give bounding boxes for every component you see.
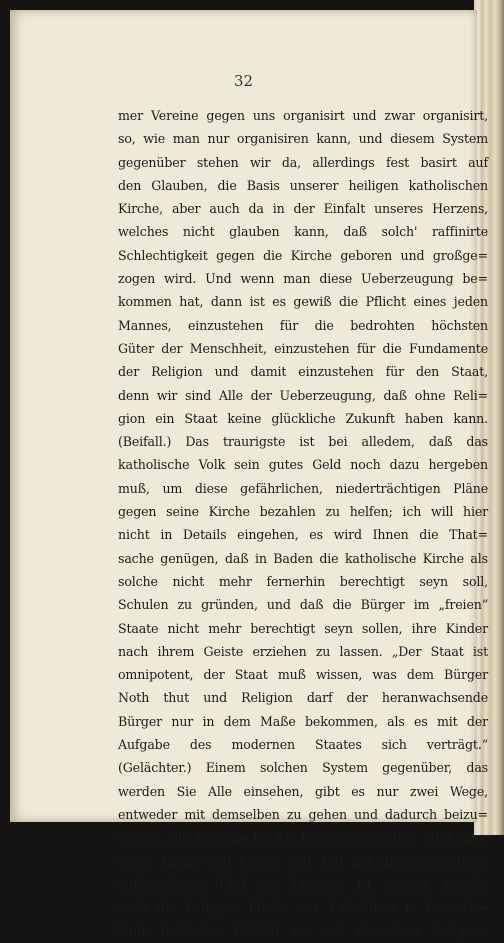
text-line: solche nicht mehr fernerhin berechtigt seyn soll,: [118, 573, 488, 589]
text-line: aufzunehmen. Und das Letztere ist meiner Ansicht: [118, 876, 488, 892]
text-line: land, (lebhafter Beifall) sie sind das ihrer Religion,: [118, 923, 488, 939]
text-line: (Beifall.) Das traurigste ist bei alledem, daß das: [118, 434, 488, 450]
text-line: Noth thut und Religion darf der heranwachsende: [118, 690, 488, 706]
text-line: nicht in Details eingehen, es wird Ihnen die That=: [118, 527, 488, 543]
text-line: Bürger nur in dem Maße bekommen, als es mit der: [118, 713, 488, 729]
text-line: nach ihrem Geiste erziehen zu lassen. „Der Staat ist: [118, 643, 488, 659]
text-line: kommen hat, dann ist es gewiß die Pflicht eines jeden: [118, 294, 488, 310]
text-line: welches nicht glauben kann, daß solch' raffinirte: [118, 224, 488, 240]
text-line: tragen, die katholische Kirche zu vernichten, oder aber: [118, 830, 488, 846]
text-line: zogen wird. Und wenn man diese Ueberzeugung be=: [118, 271, 488, 287]
text-line: gegenüber stehen wir da, allerdings fest basirt auf: [118, 154, 488, 170]
text-line: einen Kampf auf Leben und Tod mit diesem Systeme: [118, 853, 488, 869]
text-line: nach die heiligste Pflicht der Katholiken in Deutsch=: [118, 900, 488, 916]
text-line: Schulen zu gründen, und daß die Bürger im „freien“: [118, 597, 488, 613]
text-line: katholische Volk sein gutes Geld noch dazu hergeben: [118, 457, 488, 473]
text-line: denn wir sind Alle der Ueberzeugung, daß ohne Reli=: [118, 387, 488, 403]
book-page: [10, 10, 488, 939]
text-line: Aufgabe des modernen Staates sich verträgt.“: [118, 737, 488, 753]
text-line: Kirche, aber auch da in der Einfalt unseres Herzens,: [118, 201, 488, 217]
text-line: entweder mit demselben zu gehen und dadurch beizu=: [118, 806, 488, 822]
text-line: omnipotent, der Staat muß wissen, was dem Bürger: [118, 667, 488, 683]
text-line: gion ein Staat keine glückliche Zukunft haben kann.: [118, 410, 488, 426]
text-line: den Glauben, die Basis unserer heiligen katholischen: [118, 177, 488, 193]
text-line: der Religion und damit einzustehen für den Staat,: [118, 364, 488, 380]
text-line: so, wie man nur organisiren kann, und diesem System: [118, 131, 488, 147]
text-line: Güter der Menschheit, einzustehen für die Fundamente: [118, 340, 488, 356]
text-line: mer Vereine gegen uns organisirt und zwar organisirt,: [118, 108, 488, 123]
text-line: Mannes, einzustehen für die bedrohten höchsten: [118, 317, 488, 333]
text-line: Schlechtigkeit gegen die Kirche geboren und großge=: [118, 247, 488, 263]
page-number: 32: [233, 72, 254, 90]
body-text: [118, 104, 488, 943]
text-line: gegen seine Kirche bezahlen zu helfen; ich will hier: [118, 504, 488, 520]
text-line: sache genügen, daß in Baden die katholische Kirche als: [118, 550, 488, 566]
text-line: Staate nicht mehr berechtigt seyn sollen, ihre Kinder: [118, 620, 488, 636]
text-line: (Gelächter.) Einem solchen System gegenüber, das: [118, 760, 488, 776]
text-line: werden Sie Alle einsehen, gibt es nur zwei Wege,: [118, 783, 488, 799]
text-line: muß, um diese gefährlichen, niederträchtigen Pläne: [118, 480, 488, 496]
